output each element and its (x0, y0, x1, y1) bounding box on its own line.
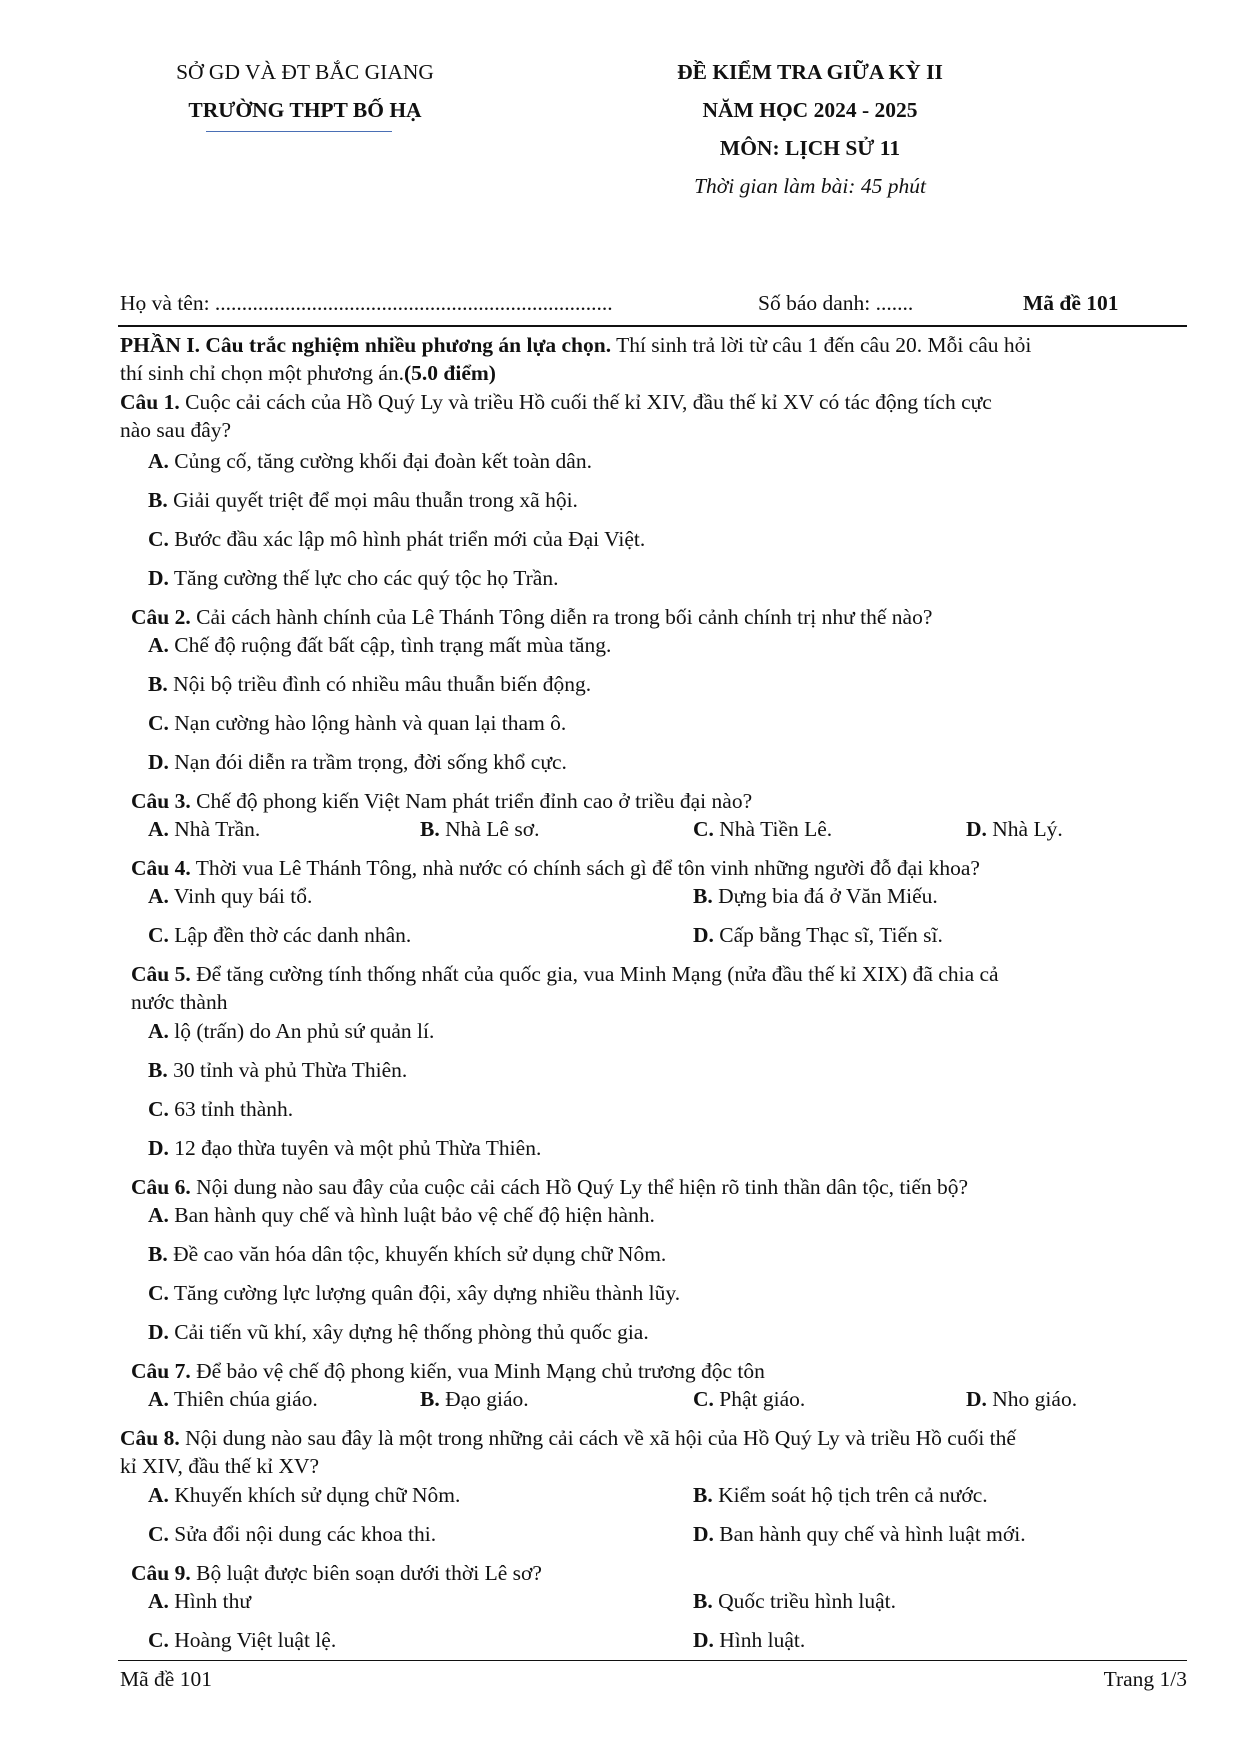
option-key: A. (148, 1483, 169, 1507)
option-text: Cấp bằng Thạc sĩ, Tiến sĩ. (713, 923, 943, 947)
option-key: C. (148, 923, 169, 947)
question-text: Nội dung nào sau đây của cuộc cải cách Hồ Quý Ly thể hiện rõ tinh thần dân tộc, tiến bộ? (190, 1175, 969, 1199)
option-a (148, 1019, 434, 1044)
option-c (693, 1387, 805, 1412)
part1-heading: PHẦN I. Câu trắc nghiệm nhiều phương án lựa chọn. (120, 333, 612, 357)
option-b (693, 1589, 896, 1614)
question-8 (120, 1426, 1016, 1451)
question-text: Nội dung nào sau đây là một trong những cải cách về xã hội của Hồ Quý Ly và triều Hồ cuối thế (179, 1426, 1016, 1450)
option-key: A. (148, 1203, 169, 1227)
question-label: Câu 2. (131, 605, 191, 629)
question-text: Bộ luật được biên soạn dưới thời Lê sơ? (190, 1561, 542, 1585)
exam-code: Mã đề 101 (1023, 291, 1119, 315)
question-label: Câu 7. (131, 1359, 191, 1383)
option-text: Nhà Lê sơ. (439, 817, 540, 841)
footer-page-number: Trang 1/3 (1103, 1667, 1187, 1691)
question-1 (120, 390, 992, 415)
department-name: SỞ GD VÀ ĐT BẮC GIANG (176, 60, 434, 84)
option-text: Ban hành quy chế và hình luật mới. (713, 1522, 1026, 1546)
option-key: D. (148, 566, 169, 590)
option-text: Đạo giáo. (439, 1387, 529, 1411)
option-a (148, 1589, 251, 1614)
option-text: Hình luật. (713, 1628, 806, 1652)
option-text: Nhà Lý. (986, 817, 1063, 841)
option-key: C. (148, 1097, 169, 1121)
question-4 (131, 856, 980, 881)
option-b (693, 1483, 988, 1508)
question-text: Thời vua Lê Thánh Tông, nhà nước có chính sách gì để tôn vinh những người đỗ đại khoa? (190, 856, 980, 880)
option-key: B. (693, 1589, 713, 1613)
option-a (148, 449, 592, 474)
option-b (420, 817, 539, 842)
option-text: Bước đầu xác lập mô hình phát triển mới của Đại Việt. (168, 527, 646, 551)
option-key: B. (693, 1483, 713, 1507)
option-d (693, 1522, 1026, 1547)
option-text: Tăng cường lực lượng quân đội, xây dựng nhiều thành lũy. (168, 1281, 681, 1305)
option-text: Ban hành quy chế và hình luật bảo vệ chế độ hiện hành. (168, 1203, 655, 1227)
student-id-field: Số báo danh: ....... (758, 291, 914, 315)
option-key: A. (148, 1019, 169, 1043)
question-1-cont: nào sau đây? (120, 418, 232, 442)
school-name: TRƯỜNG THPT BỐ HẠ (188, 98, 422, 122)
option-text: Nhà Tiền Lê. (713, 817, 833, 841)
option-key: B. (693, 884, 713, 908)
option-key: B. (420, 1387, 440, 1411)
option-text: Chế độ ruộng đất bất cập, tình trạng mất mùa tăng. (168, 633, 612, 657)
option-a (148, 1387, 318, 1412)
header-rule (118, 325, 1187, 327)
option-text: Quốc triều hình luật. (712, 1589, 897, 1613)
option-key: B. (148, 1058, 168, 1082)
question-2 (131, 605, 932, 630)
option-b (420, 1387, 529, 1412)
option-d (148, 750, 567, 775)
option-key: A. (148, 633, 169, 657)
option-text: 30 tỉnh và phủ Thừa Thiên. (167, 1058, 408, 1082)
option-text: Đề cao văn hóa dân tộc, khuyến khích sử dụng chữ Nôm. (167, 1242, 667, 1266)
option-c (693, 817, 832, 842)
option-text: Nội bộ triều đình có nhiều mâu thuẫn biến động. (167, 672, 592, 696)
option-text: Cải tiến vũ khí, xây dựng hệ thống phòng thủ quốc gia. (168, 1320, 649, 1344)
option-key: D. (966, 817, 987, 841)
option-b (148, 488, 578, 513)
student-name-field: Họ và tên: .......................................................................... (120, 291, 613, 315)
option-d (966, 1387, 1077, 1412)
footer-rule (118, 1660, 1187, 1661)
question-text: Cải cách hành chính của Lê Thánh Tông diễn ra trong bối cảnh chính trị như thế nào? (190, 605, 933, 629)
option-text: Nạn đói diễn ra trầm trọng, đời sống khổ cực. (168, 750, 567, 774)
option-key: C. (693, 1387, 714, 1411)
option-text: 63 tỉnh thành. (168, 1097, 294, 1121)
option-text: Sửa đổi nội dung các khoa thi. (168, 1522, 437, 1546)
option-key: C. (148, 1628, 169, 1652)
option-key: A. (148, 449, 169, 473)
exam-title: ĐỀ KIỂM TRA GIỮA KỲ II (677, 60, 943, 84)
option-key: D. (966, 1387, 987, 1411)
option-a (148, 817, 260, 842)
option-text: Nạn cường hào lộng hành và quan lại tham ô. (168, 711, 567, 735)
question-text: Cuộc cải cách của Hồ Quý Ly và triều Hồ cuối thế kỉ XIV, đầu thế kỉ XV có tác động tích cực (179, 390, 992, 414)
option-key: C. (148, 1281, 169, 1305)
option-key: D. (148, 1320, 169, 1344)
option-c (148, 923, 411, 948)
option-text: Giải quyết triệt để mọi mâu thuẫn trong xã hội. (167, 488, 578, 512)
option-key: C. (148, 711, 169, 735)
option-key: C. (693, 817, 714, 841)
option-text: Tăng cường thế lực cho các quý tộc họ Trần. (168, 566, 559, 590)
option-key: C. (148, 1522, 169, 1546)
option-c (148, 711, 566, 736)
option-d (148, 566, 558, 591)
question-8-cont: kỉ XIV, đầu thế kỉ XV? (120, 1454, 320, 1478)
option-key: A. (148, 817, 169, 841)
option-d (148, 1136, 541, 1161)
option-text: Phật giáo. (713, 1387, 806, 1411)
option-c (148, 527, 645, 552)
question-label: Câu 3. (131, 789, 191, 813)
option-key: B. (148, 1242, 168, 1266)
question-9 (131, 1561, 542, 1586)
option-key: D. (693, 923, 714, 947)
option-text: Vinh quy bái tổ. (168, 884, 313, 908)
option-c (148, 1281, 680, 1306)
option-key: B. (148, 672, 168, 696)
option-key: D. (148, 1136, 169, 1160)
option-a (148, 884, 312, 909)
part1-instruction-2: thí sinh chỉ chọn một phương án. (120, 361, 404, 385)
part1-points: (5.0 điểm) (403, 361, 496, 385)
subject: MÔN: LỊCH SỬ 11 (719, 136, 901, 160)
option-key: D. (693, 1522, 714, 1546)
option-text: Nhà Trần. (168, 817, 261, 841)
option-text: Dựng bia đá ở Văn Miếu. (712, 884, 938, 908)
question-label: Câu 1. (120, 390, 180, 414)
option-key: D. (693, 1628, 714, 1652)
option-key: A. (148, 1589, 169, 1613)
option-b (148, 672, 591, 697)
option-a (148, 1203, 655, 1228)
option-text: Kiểm soát hộ tịch trên cả nước. (712, 1483, 988, 1507)
part1-heading-line2 (120, 361, 496, 386)
option-key: A. (148, 884, 169, 908)
question-text: Chế độ phong kiến Việt Nam phát triển đỉnh cao ở triều đại nào? (190, 789, 753, 813)
question-label: Câu 6. (131, 1175, 191, 1199)
option-text: Hình thư (168, 1589, 252, 1613)
question-label: Câu 5. (131, 962, 191, 986)
option-c (148, 1097, 293, 1122)
option-text: 12 đạo thừa tuyên và một phủ Thừa Thiên. (168, 1136, 542, 1160)
question-label: Câu 4. (131, 856, 191, 880)
question-7 (131, 1359, 765, 1384)
option-key: B. (148, 488, 168, 512)
option-key: A. (148, 1387, 169, 1411)
question-6 (131, 1175, 968, 1200)
option-text: Nho giáo. (986, 1387, 1078, 1411)
question-5 (131, 962, 999, 987)
duration: Thời gian làm bài: 45 phút (694, 174, 926, 198)
option-d (148, 1320, 649, 1345)
question-label: Câu 9. (131, 1561, 191, 1585)
option-c (148, 1628, 336, 1653)
option-key: C. (148, 527, 169, 551)
question-5-cont: nước thành (131, 990, 228, 1014)
option-b (148, 1058, 407, 1083)
option-text: Thiên chúa giáo. (168, 1387, 318, 1411)
option-text: Củng cố, tăng cường khối đại đoàn kết toàn dân. (168, 449, 592, 473)
option-b (693, 884, 938, 909)
footer-exam-code: Mã đề 101 (120, 1667, 212, 1691)
option-d (693, 1628, 805, 1653)
school-underline (206, 131, 392, 132)
option-key: B. (420, 817, 440, 841)
option-a (148, 633, 611, 658)
part1-heading-line1 (120, 333, 1031, 358)
option-a (148, 1483, 460, 1508)
option-text: Lập đền thờ các danh nhân. (168, 923, 412, 947)
option-b (148, 1242, 666, 1267)
question-text: Để bảo vệ chế độ phong kiến, vua Minh Mạng chủ trương độc tôn (190, 1359, 765, 1383)
part1-instruction-1: Thí sinh trả lời từ câu 1 đến câu 20. Mỗi câu hỏi (611, 333, 1032, 357)
option-text: Hoàng Việt luật lệ. (168, 1628, 337, 1652)
option-d (966, 817, 1063, 842)
question-3 (131, 789, 752, 814)
option-text: Khuyến khích sử dụng chữ Nôm. (168, 1483, 461, 1507)
option-c (148, 1522, 436, 1547)
option-d (693, 923, 943, 948)
option-key: D. (148, 750, 169, 774)
question-label: Câu 8. (120, 1426, 180, 1450)
school-year: NĂM HỌC 2024 - 2025 (702, 98, 918, 122)
option-text: lộ (trấn) do An phủ sứ quản lí. (168, 1019, 435, 1043)
question-text: Để tăng cường tính thống nhất của quốc gia, vua Minh Mạng (nửa đầu thế kỉ XIX) đã chia cả (190, 962, 999, 986)
